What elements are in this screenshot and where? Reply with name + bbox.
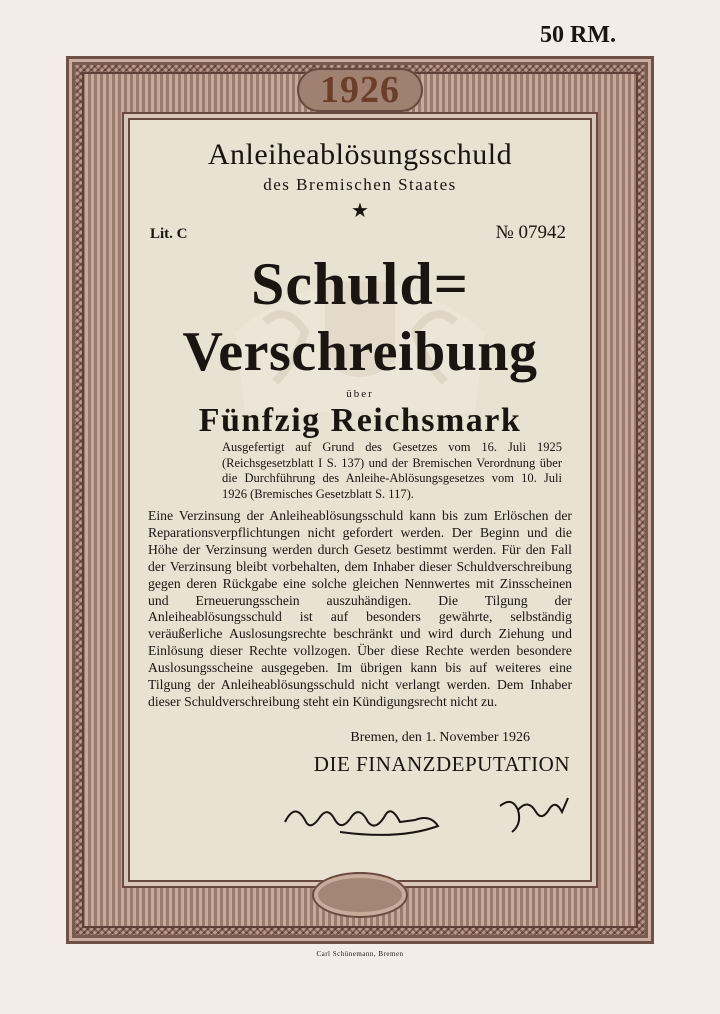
signature-1 <box>280 792 440 842</box>
document-title-line2: Verschreibung <box>182 321 538 383</box>
amount-text: Fünfzig Reichsmark <box>198 402 522 439</box>
issuer-subtitle: des Bremischen Staates <box>263 175 457 194</box>
star-ornament: ★ <box>351 200 369 222</box>
bottom-seal-ornament <box>312 872 408 918</box>
certificate-panel <box>130 69 590 880</box>
printer-imprint: Carl Schünemann, Bremen <box>316 950 404 958</box>
lit-label: Lit. C <box>150 226 188 242</box>
serial-number: № 07942 <box>495 222 566 243</box>
issuing-department: DIE FINANZDEPUTATION <box>313 752 570 776</box>
denomination: 50 RM. <box>540 22 616 48</box>
year-badge: 1926 <box>297 68 423 112</box>
over-label: über <box>346 388 374 400</box>
terms-text: Eine Verzinsung der Anleiheablösungsschuld kann bis zum Erlöschen der Reparationsverpflichtungen nicht gefordert werden. Der Beginn und die Höhe der Verzinsung werden durch Gesetz bestimmt werden. Für den Fall der Verzinsung bleibt vorbehalten, dem Inhaber dieser Schuldverschreibung gegen deren Rückgabe eine solche gleichen Nennwertes mit Zinsscheinen und Erneuerungsschein auszuhändigen. Die Tilgung der Anleiheablösungsschuld ist auf besonders gewährte, selbständig veräußerliche Auslosungsrechte beschränkt und wird durch Ziehung und Einlösung dieser Rechte vollzogen. Über diese Rechte werden besondere Auslosungsscheine ausgegeben. Im übrigen kann bis auf weiteres eine Tilgung der Anleiheablösungsschuld nicht verlangt werden. Dem Inhaber dieser Schuldverschreibung steht ein Kündigungsrecht nicht zu. <box>148 508 572 709</box>
law-reference: Ausgefertigt auf Grund des Gesetzes vom 16. Juli 1925 (Reichsgesetzblatt I S. 137) und der Bremischen Verordnung über die Durchführung des Anleihe-Ablösungsgesetzes vom 10. Juli 1926 (Bremisches Gesetzblatt S. 117). <box>222 440 562 501</box>
decorative-border <box>66 56 654 944</box>
document-title-line1: Schuld= <box>251 251 469 317</box>
place-date: Bremen, den 1. November 1926 <box>350 730 530 745</box>
signature-2 <box>492 788 572 838</box>
issuer-title: Anleiheablösungsschuld <box>207 138 513 171</box>
